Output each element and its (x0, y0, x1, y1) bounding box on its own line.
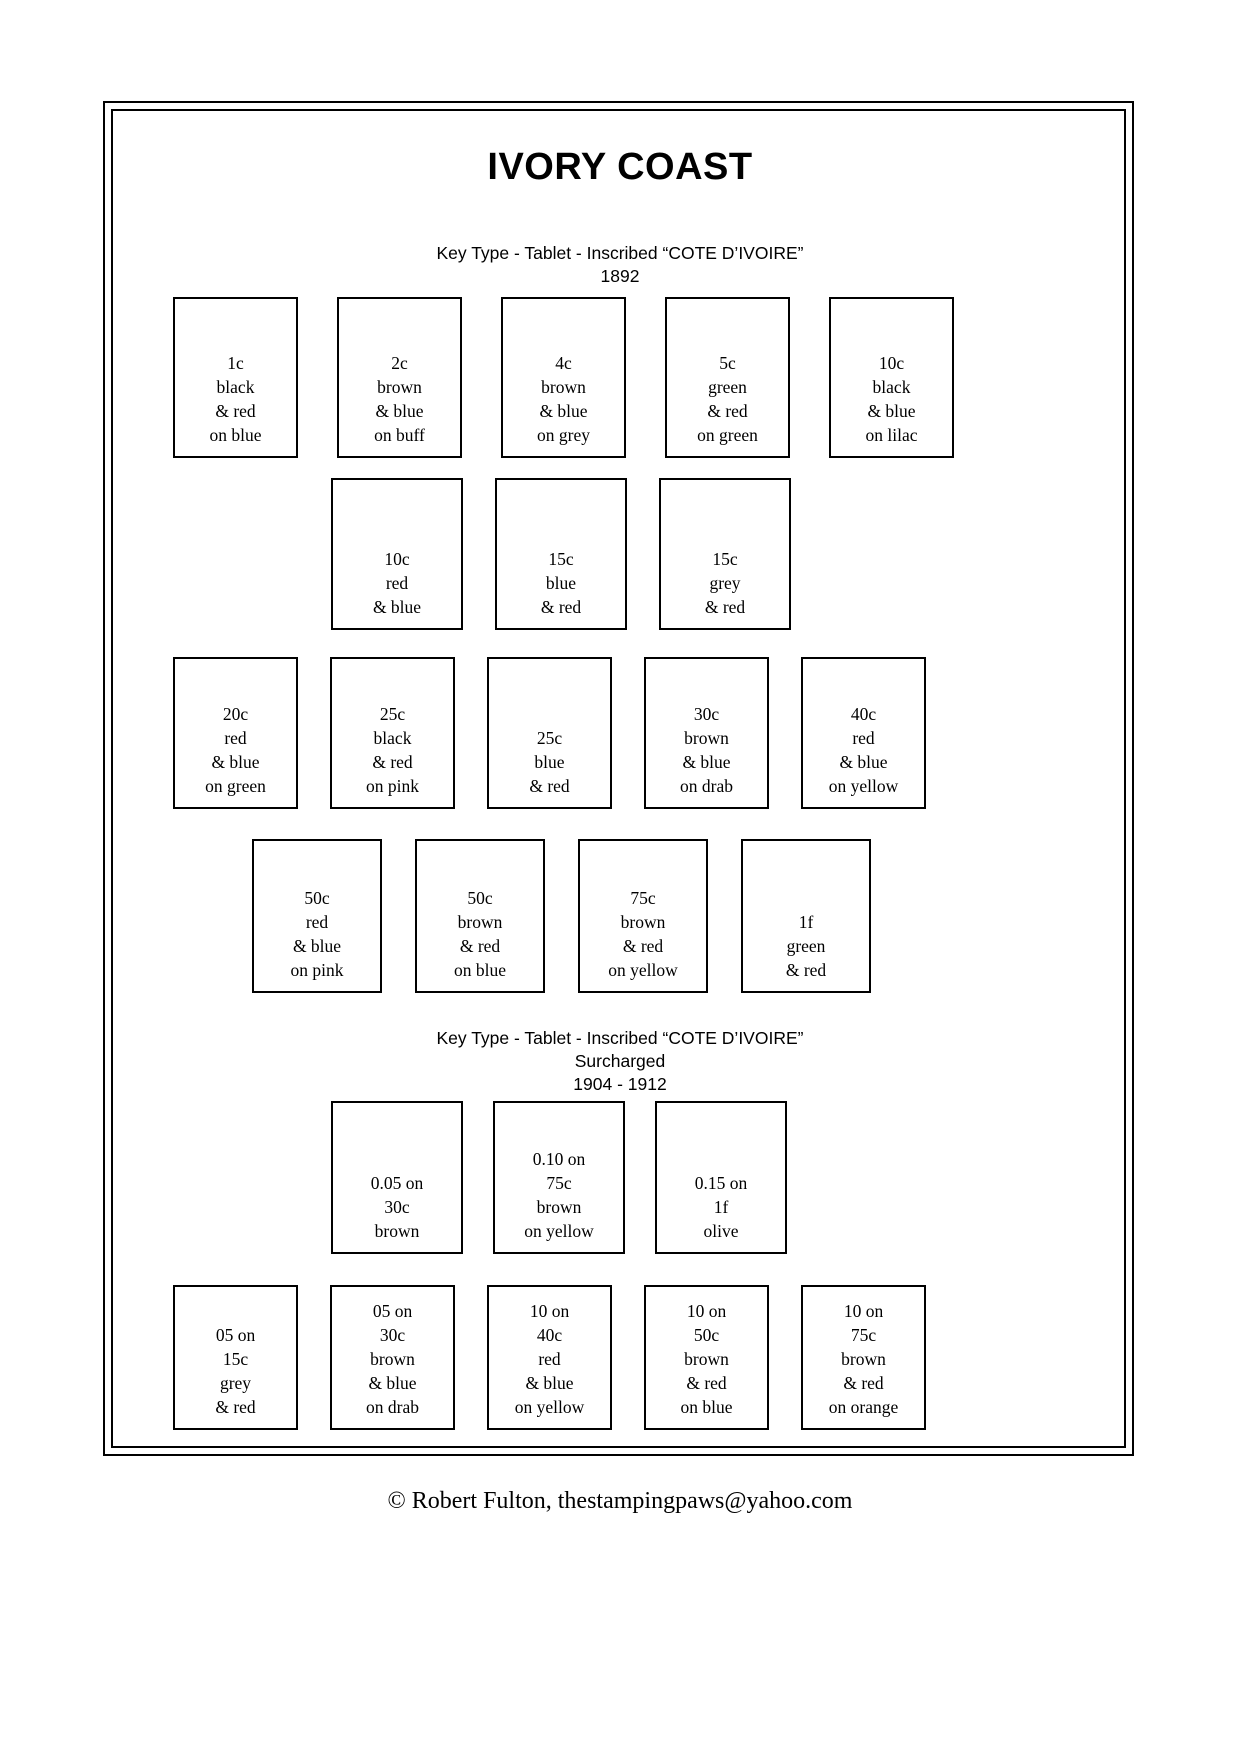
stamp-line: 0.15 on (694, 1173, 748, 1193)
stamp-box[interactable] (173, 297, 298, 458)
stamp-line: 05 on (372, 1301, 413, 1321)
stamp-line: & red (622, 936, 664, 956)
stamp-line: red (305, 912, 329, 932)
stamp-line: red (224, 728, 247, 748)
stamp-line: brown (841, 1349, 886, 1369)
stamp-line: 40c (536, 1325, 563, 1345)
stamp-line: 40c (850, 704, 877, 724)
stamp-line: grey (219, 1373, 252, 1393)
stamp-box[interactable] (331, 1101, 463, 1254)
stamp-line: on blue (453, 960, 506, 980)
stamp-line: & red (540, 597, 582, 617)
stamp-line: on grey (537, 425, 590, 445)
stamp-line: blue (545, 573, 577, 593)
stamp-line: 1f (798, 912, 814, 932)
stamp-line: black (373, 728, 412, 748)
stamp-line: & red (215, 401, 256, 421)
stamp-box[interactable] (331, 478, 463, 630)
section-1-heading-line-1: Key Type - Tablet - Inscribed “COTE D’IVOIRE” (436, 243, 804, 263)
section-2-heading-line-3: 1904 - 1912 (573, 1074, 667, 1094)
stamp-line: 1f (713, 1197, 729, 1217)
stamp-line: 4c (555, 353, 572, 373)
stamp-line: on lilac (865, 425, 918, 445)
stamp-line: 30c (693, 704, 720, 724)
stamp-line: & red (372, 752, 413, 772)
stamp-line: on drab (366, 1397, 419, 1417)
stamp-line: 50c (304, 888, 330, 908)
stamp-line: & blue (839, 752, 888, 772)
stamp-line: grey (709, 573, 741, 593)
stamp-line: on yellow (524, 1221, 594, 1241)
stamp-line: 1c (227, 353, 244, 373)
stamp-line: & blue (682, 752, 731, 772)
stamp-line: brown (374, 1221, 420, 1241)
stamp-row-4 (252, 839, 871, 993)
section-2-heading-line-2: Surcharged (574, 1051, 666, 1071)
stamp-line: 15c (222, 1349, 249, 1369)
stamp-line: 30c (379, 1325, 406, 1345)
stamp-line: 10 on (529, 1301, 570, 1321)
stamp-line: 20c (222, 704, 249, 724)
stamp-box[interactable] (495, 478, 627, 630)
stamp-line: & blue (525, 1373, 574, 1393)
stamp-line: & red (843, 1373, 884, 1393)
stamp-line: on green (205, 776, 266, 796)
stamp-line: brown (377, 377, 422, 397)
stamp-box[interactable] (501, 297, 626, 458)
stamp-line: 25c (379, 704, 406, 724)
stamp-line: 10 on (686, 1301, 727, 1321)
stamp-line: 30c (384, 1197, 410, 1217)
stamp-line: 50c (693, 1325, 720, 1345)
stamp-box[interactable] (829, 297, 954, 458)
stamp-line: & blue (375, 401, 424, 421)
stamp-box[interactable] (487, 657, 612, 809)
stamp-line: on green (697, 425, 758, 445)
stamp-line: olive (703, 1221, 739, 1241)
stamp-line: & blue (867, 401, 916, 421)
stamp-line: 10c (384, 549, 410, 569)
stamp-line: on blue (680, 1397, 733, 1417)
section-1-heading (0, 242, 1240, 288)
stamp-line: brown (536, 1197, 582, 1217)
stamp-line: & red (707, 401, 748, 421)
stamp-line: on pink (366, 776, 419, 796)
stamp-line: blue (534, 752, 565, 772)
stamp-line: on yellow (514, 1397, 585, 1417)
stamp-line: 10 on (843, 1301, 884, 1321)
copyright-footer: © Robert Fulton, thestampingpaws@yahoo.com (387, 1488, 853, 1514)
stamp-box[interactable] (173, 1285, 298, 1430)
stamp-line: 50c (467, 888, 493, 908)
stamp-line: & blue (292, 936, 342, 956)
stamp-line: & blue (372, 597, 422, 617)
stamp-line: & red (785, 960, 827, 980)
stamp-box[interactable] (801, 657, 926, 809)
stamp-row-1 (173, 297, 954, 458)
stamp-line: brown (684, 728, 729, 748)
stamp-line: 5c (719, 353, 736, 373)
stamp-box[interactable] (252, 839, 382, 993)
stamp-box[interactable] (415, 839, 545, 993)
stamp-line: green (708, 377, 747, 397)
stamp-box[interactable] (337, 297, 462, 458)
stamp-line: & red (704, 597, 746, 617)
stamp-line: brown (370, 1349, 415, 1369)
stamp-line: & blue (539, 401, 588, 421)
stamp-line: on drab (680, 776, 733, 796)
stamp-line: brown (457, 912, 503, 932)
stamp-line: 0.05 on (370, 1173, 424, 1193)
stamp-line: 05 on (215, 1325, 256, 1345)
stamp-box[interactable] (659, 478, 791, 630)
stamp-line: & blue (368, 1373, 417, 1393)
section-2-heading (0, 1027, 1240, 1096)
stamp-box[interactable] (644, 1285, 769, 1430)
stamp-row-3 (173, 657, 926, 809)
stamp-row-5 (331, 1101, 787, 1254)
stamp-row-2 (331, 478, 791, 630)
stamp-line: 75c (546, 1173, 572, 1193)
stamp-line: on yellow (608, 960, 678, 980)
stamp-line: & blue (211, 752, 260, 772)
stamp-line: 10c (878, 353, 905, 373)
stamp-line: 75c (630, 888, 656, 908)
section-1-heading-line-2: 1892 (600, 266, 640, 286)
stamp-line: on buff (374, 425, 425, 445)
stamp-box[interactable] (741, 839, 871, 993)
stamp-line: 75c (850, 1325, 877, 1345)
stamp-line: brown (541, 377, 586, 397)
stamp-line: brown (620, 912, 666, 932)
stamp-line: 2c (391, 353, 408, 373)
stamp-box[interactable] (330, 1285, 455, 1430)
stamp-line: black (872, 377, 911, 397)
stamp-line: 15c (712, 549, 738, 569)
stamp-line: & red (459, 936, 501, 956)
stamp-line: red (852, 728, 875, 748)
stamp-line: black (216, 377, 255, 397)
stamp-line: on pink (290, 960, 344, 980)
stamp-box[interactable] (493, 1101, 625, 1254)
stamp-line: on yellow (828, 776, 899, 796)
stamp-box[interactable] (578, 839, 708, 993)
stamp-box[interactable] (801, 1285, 926, 1430)
stamp-line: on orange (828, 1397, 899, 1417)
stamp-line: & red (215, 1397, 256, 1417)
page-title: IVORY COAST (487, 146, 753, 188)
stamp-box[interactable] (330, 657, 455, 809)
stamp-line: 25c (536, 728, 563, 748)
stamp-box[interactable] (665, 297, 790, 458)
stamp-line: on blue (209, 425, 262, 445)
section-2-heading-line-1: Key Type - Tablet - Inscribed “COTE D’IVOIRE” (436, 1028, 804, 1048)
stamp-box[interactable] (655, 1101, 787, 1254)
stamp-line: red (538, 1349, 561, 1369)
stamp-line: & red (686, 1373, 727, 1393)
stamp-box[interactable] (173, 657, 298, 809)
stamp-row-6 (173, 1285, 926, 1430)
stamp-line: brown (684, 1349, 729, 1369)
stamp-line: & red (529, 776, 570, 796)
stamp-box[interactable] (644, 657, 769, 809)
stamp-line: green (786, 936, 826, 956)
stamp-line: red (385, 573, 409, 593)
stamp-box[interactable] (487, 1285, 612, 1430)
stamp-line: 15c (548, 549, 574, 569)
stamp-line: 0.10 on (532, 1149, 586, 1169)
